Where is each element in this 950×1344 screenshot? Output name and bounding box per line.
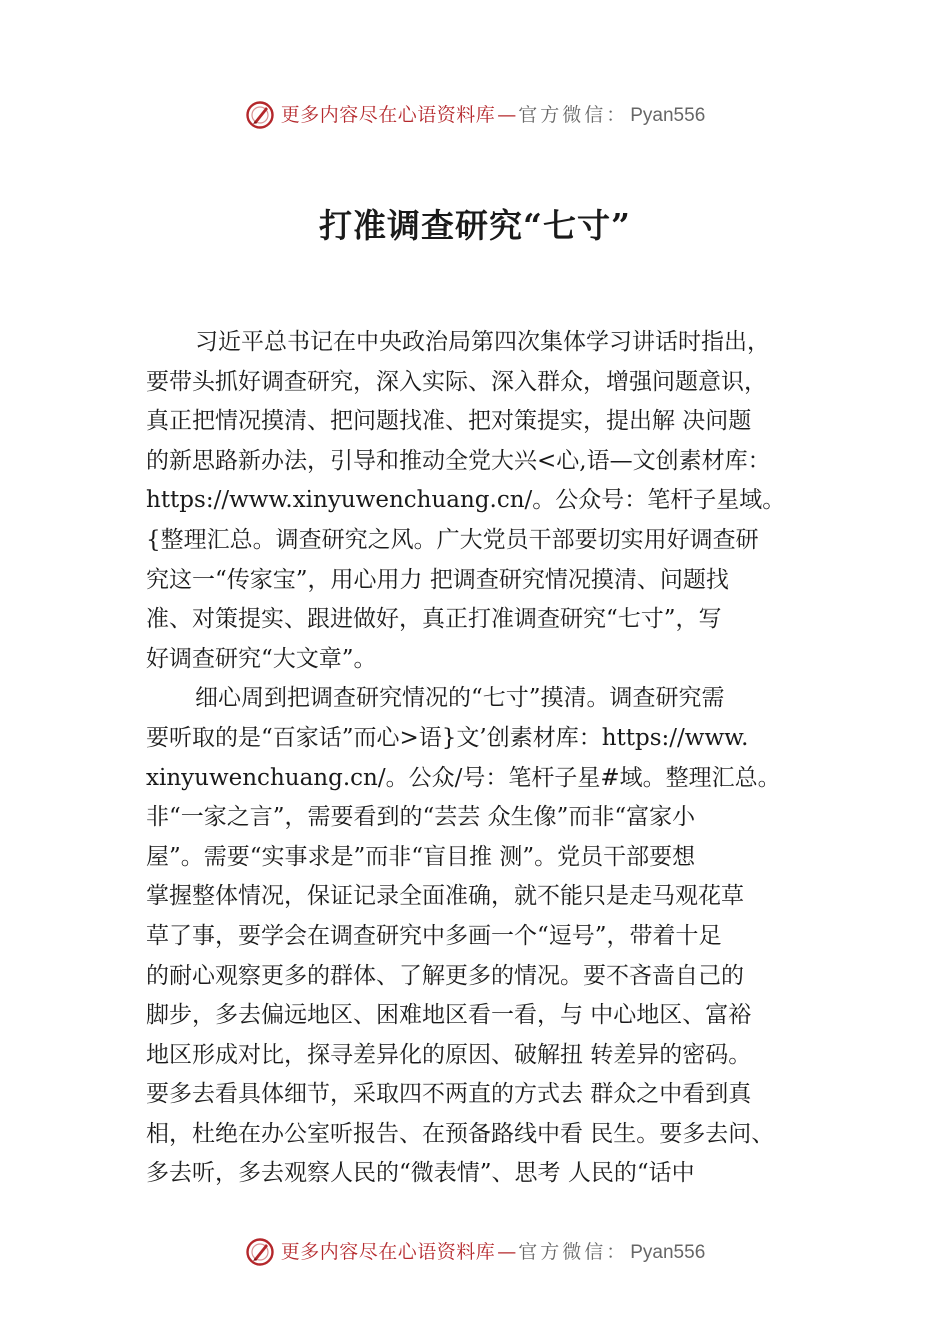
body-line: 的新思路新办法，引导和推动全党大兴<心,语—文创素材库：: [146, 447, 771, 474]
body-line: 脚步，多去偏远地区、困难地区看一看，与 中心地区、富裕: [146, 1002, 752, 1029]
body-line: 屋”。需要“实事求是”而非“盲目推 测”。党员干部要想: [146, 843, 696, 870]
body-line: https://www.xinyuwenchuang.cn/。公众号：笔杆子星域。: [146, 487, 786, 514]
body-line: 究这一“传家宝”，用心用力 把调查研究情况摸清、问题找: [146, 566, 729, 593]
body-line: 相，杜绝在办公室听报告、在预备路线中看 民生。要多去问、: [146, 1120, 775, 1147]
body-line: 要听取的是“百家话”而心>语}文’创素材库：https://www.: [146, 724, 749, 751]
document-title: 打准调查研究“七寸”: [319, 206, 631, 245]
banner-brand-text: 更多内容尽在心语资料库: [280, 103, 496, 126]
body-line: 好调查研究“大文章”。: [146, 645, 377, 672]
body-line: 要带头抓好调查研究，深入实际、深入群众，增强问题意识，: [146, 368, 767, 395]
quill-logo-icon: [245, 100, 275, 130]
body-line: 要多去看具体细节，采取四不两直的方式去 群众之中看到真: [146, 1081, 752, 1108]
banner-wechat-label: 官方微信：: [518, 103, 629, 126]
banner-brand-text: 更多内容尽在心语资料库: [280, 1240, 496, 1263]
body-line: 真正把情况摸清、把问题找准、把对策提实，提出解 决问题: [146, 408, 752, 435]
body-line: 细心周到把调查研究情况的“七寸”摸清。调查研究需: [195, 685, 725, 712]
footer-watermark-banner: [0, 1232, 950, 1272]
quill-logo-icon: [245, 1237, 275, 1267]
body-line: 多去听，多去观察人民的“微表情”、思考 人民的“话中: [146, 1160, 695, 1187]
header-watermark-banner: [0, 95, 950, 135]
body-line: 准、对策提实、跟进做好，真正打准调查研究“七寸”，写: [146, 606, 722, 633]
banner-wechat-id: Pyan556: [630, 1241, 706, 1263]
document-body: [146, 323, 846, 1194]
banner-wechat-label: 官方微信：: [518, 1240, 629, 1263]
body-line: 非“一家之言”，需要看到的“芸芸 众生像”而非“富家小: [146, 804, 696, 831]
body-line: 的耐心观察更多的群体、了解更多的情况。要不吝啬自己的: [146, 962, 744, 989]
body-line: 地区形成对比，探寻差异化的原因、破解扭 转差异的密码。: [146, 1041, 752, 1068]
body-line: xinyuwenchuang.cn/。公众/号：笔杆子星#域。整理汇总。: [146, 764, 781, 791]
banner-wechat-id: Pyan556: [630, 104, 706, 126]
banner-dash: —: [497, 1240, 517, 1263]
body-line: 习近平总书记在中央政治局第四次集体学习讲话时指出，: [195, 329, 770, 355]
body-line: {整理汇总。调查研究之风。广大党员干部要切实用好调查研: [146, 526, 759, 553]
banner-dash: —: [497, 103, 517, 126]
body-line: 掌握整体情况，保证记录全面准确，就不能只是走马观花草: [146, 883, 744, 910]
body-line: 草了事，要学会在调查研究中多画一个“逗号”，带着十足: [146, 922, 722, 949]
